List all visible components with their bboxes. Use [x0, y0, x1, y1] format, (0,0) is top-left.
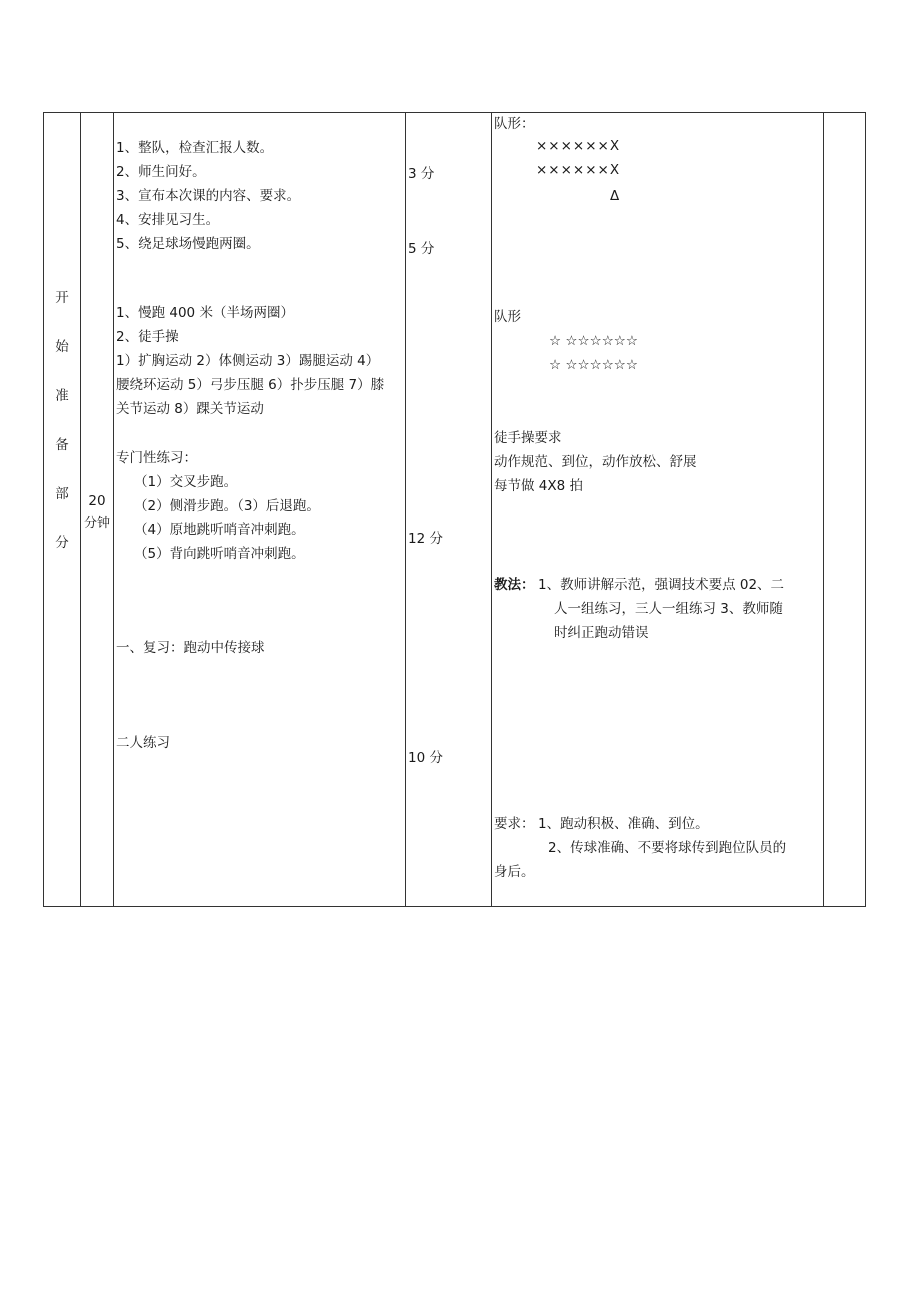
- free-exercise-title: 2、徒手操: [116, 329, 179, 345]
- intro-item: 3、宣布本次课的内容、要求。: [116, 188, 301, 204]
- table-col-border-6: [865, 112, 866, 907]
- special-practice-item: （5）背向跳听哨音冲刺跑。: [134, 546, 305, 562]
- section-char: 开: [55, 290, 69, 306]
- table-col-border-5: [823, 112, 824, 907]
- section-duration-unit: 分钟: [83, 516, 110, 531]
- time-value: 5 分: [408, 241, 435, 257]
- time-value: 12 分: [408, 531, 443, 547]
- method-line: 人一组练习，三人一组练习 3、教师随: [554, 601, 783, 617]
- formation-row: ××××××X: [536, 162, 621, 178]
- section-char: 始: [55, 339, 69, 355]
- formation-label: 队形: [494, 309, 521, 325]
- section-char: 分: [55, 535, 69, 551]
- intro-item: 1、整队，检查汇报人数。: [116, 140, 274, 156]
- free-exercise-line: 腰绕环运动 5）弓步压腿 6）扑步压腿 7）膝: [116, 377, 385, 393]
- review-item: 一、复习：跑动中传接球: [116, 640, 265, 656]
- formation-row: ☆ ☆☆☆☆☆☆: [549, 333, 639, 349]
- time-value: 10 分: [408, 750, 443, 766]
- time-value: 3 分: [408, 166, 435, 182]
- teacher-symbol: Δ: [610, 188, 620, 204]
- method-line: 时纠正跑动错误: [554, 625, 649, 641]
- formation-row: ××××××X: [536, 138, 621, 154]
- table-col-border-0: [43, 112, 44, 907]
- requirement-line: 2、传球准确、不要将球传到跑位队员的: [548, 840, 787, 856]
- free-exercise-requirement-line: 动作规范、到位，动作放松、舒展: [494, 454, 697, 470]
- table-col-border-2: [113, 112, 114, 907]
- special-practice-item: （2）侧滑步跑。（3）后退跑。: [134, 498, 320, 514]
- warmup-run: 1、慢跑 400 米（半场两圈）: [116, 305, 294, 321]
- special-practice-item: （1）交叉步跑。: [134, 474, 238, 490]
- free-exercise-line: 关节运动 8）踝关节运动: [116, 401, 264, 417]
- requirement-line: 1、跑动积极、准确、到位。: [538, 816, 709, 832]
- section-char: 部: [55, 486, 69, 502]
- free-exercise-requirement-title: 徒手操要求: [494, 430, 562, 446]
- table-bottom-border: [43, 906, 866, 907]
- method-label: 教法：: [494, 577, 535, 593]
- formation-label: 队形：: [494, 116, 535, 132]
- intro-item: 5、绕足球场慢跑两圈。: [116, 236, 260, 252]
- requirement-label: 要求：: [494, 816, 535, 832]
- free-exercise-line: 1）扩胸运动 2）体侧运动 3）踢腿运动 4）: [116, 353, 380, 369]
- requirement-line: 身后。: [494, 864, 535, 880]
- method-line: 1、教师讲解示范，强调技术要点 02、二: [538, 577, 785, 593]
- intro-item: 4、安排见习生。: [116, 212, 220, 228]
- formation-row: ☆ ☆☆☆☆☆☆: [549, 357, 639, 373]
- intro-item: 2、师生问好。: [116, 164, 206, 180]
- special-practice-item: （4）原地跳听哨音冲刺跑。: [134, 522, 305, 538]
- special-practice-title: 专门性练习：: [116, 450, 197, 466]
- free-exercise-requirement-line: 每节做 4X8 拍: [494, 478, 584, 494]
- table-col-border-4: [491, 112, 492, 907]
- section-char: 准: [55, 388, 69, 404]
- table-top-border: [43, 112, 866, 113]
- table-col-border-3: [405, 112, 406, 907]
- section-char: 备: [55, 437, 69, 453]
- table-col-border-1: [80, 112, 81, 907]
- pair-practice: 二人练习: [116, 735, 170, 751]
- section-duration-number: 20: [88, 493, 106, 509]
